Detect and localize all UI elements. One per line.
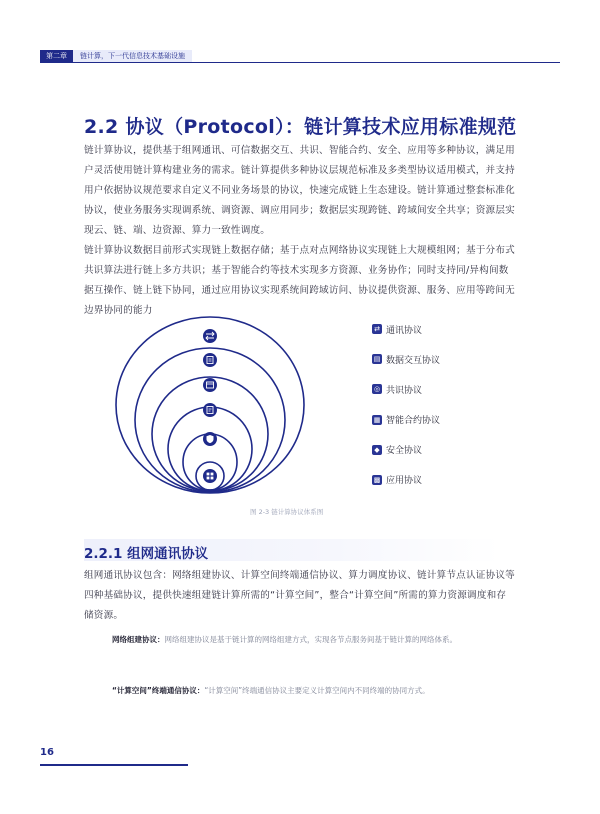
diagram-legend <box>372 322 440 503</box>
chapter-title: 链计算，下一代信息技术基础设施 <box>73 50 192 63</box>
section-paragraph-2: 链计算协议数据目前形式实现链上数据存储；基于点对点网络协议实现链上大规模组网；基于分布式共识算法进行链上多方共识；基于智能合约等技术实现多方资源、业务协作；同时支持同/异构间数据互操作、链上链下协同，通过应用协议实现系统间跨域访问、协议提供资源、服务、应用等跨间无边界协同的能力 <box>84 245 515 316</box>
apps-icon <box>203 469 217 483</box>
data-exchange-icon <box>203 353 217 367</box>
legend-label: 智能合约协议 <box>386 416 441 427</box>
legend-label: 数据交互协议 <box>386 355 441 366</box>
legend-label: 通讯协议 <box>386 325 423 336</box>
apps-icon: ▩ <box>373 475 381 484</box>
footer-rule <box>40 764 188 766</box>
legend-label: 应用协议 <box>386 476 423 487</box>
legend-item-application <box>372 473 440 487</box>
link-icon: ⇄ <box>372 324 382 334</box>
subsection-paragraph: 组网通讯协议包含：网络组建协议、计算空间终端通信协议、算力调度协议、链计算节点认证协议等四种基础协议，提供快速组建链计算所需的“计算空间”，整合“计算空间”所需的算力资源调度和存储资源。 <box>84 570 515 621</box>
card-text: 网络组建协议是基于链计算的网络组建方式，实现各节点服务间基于链计算的网络体系。 <box>164 635 457 644</box>
card-text: “计算空间”终端通信协议主要定义计算空间内不同终端的协同方式。 <box>204 686 430 695</box>
page-number: 16 <box>40 747 54 758</box>
document-icon: ▤ <box>373 355 381 364</box>
legend-item-communication <box>372 322 440 336</box>
card-label: 网络组建协议： <box>112 635 165 644</box>
legend-item-data-exchange <box>372 352 440 366</box>
chapter-number: 第二章 <box>40 50 73 63</box>
figure-caption: 图 2-3 链计算协议体系图 <box>250 508 324 516</box>
protocol-card-terminal <box>112 683 500 699</box>
protocol-layer-diagram <box>113 311 308 496</box>
shield-icon <box>203 432 217 446</box>
legend-item-security <box>372 443 440 457</box>
protocol-card-network <box>112 632 500 648</box>
subsection-title: 2.2.1 组网通讯协议 <box>84 546 209 562</box>
shield-icon: ◆ <box>372 445 382 455</box>
header-rule <box>40 62 560 63</box>
legend-label: 安全协议 <box>386 446 423 457</box>
contract-icon: ▦ <box>373 415 381 424</box>
consensus-icon <box>203 378 217 392</box>
legend-item-smart-contract <box>372 413 440 427</box>
consensus-icon: ◎ <box>373 385 381 394</box>
smart-contract-icon <box>203 403 217 417</box>
legend-item-consensus <box>372 382 440 396</box>
section-title: 2.2 协议（Protocol）：链计算技术应用标准规范 <box>84 116 517 138</box>
legend-label: 共识协议 <box>386 385 423 396</box>
section-paragraph-1: 链计算协议，提供基于组网通讯、可信数据交互、共识、智能合约、安全、应用等多种协议，满足用户灵活使用链计算构建业务的需求。链计算提供多种协议层规范标准及多类型协议适用模式，并支持用户依据协议规范要求自定义不同业务场景的协议，快速完成链上生态建设。链计算通过整套标准化协议，使业务服务实现调系统、调资源、调应用同步；数据层实现跨链、跨域间安全共享；资源层实现云、链、端、边资源、算力一致性调度。 <box>84 145 515 236</box>
card-label: “计算空间”终端通信协议： <box>112 686 205 695</box>
network-icon <box>203 329 217 343</box>
